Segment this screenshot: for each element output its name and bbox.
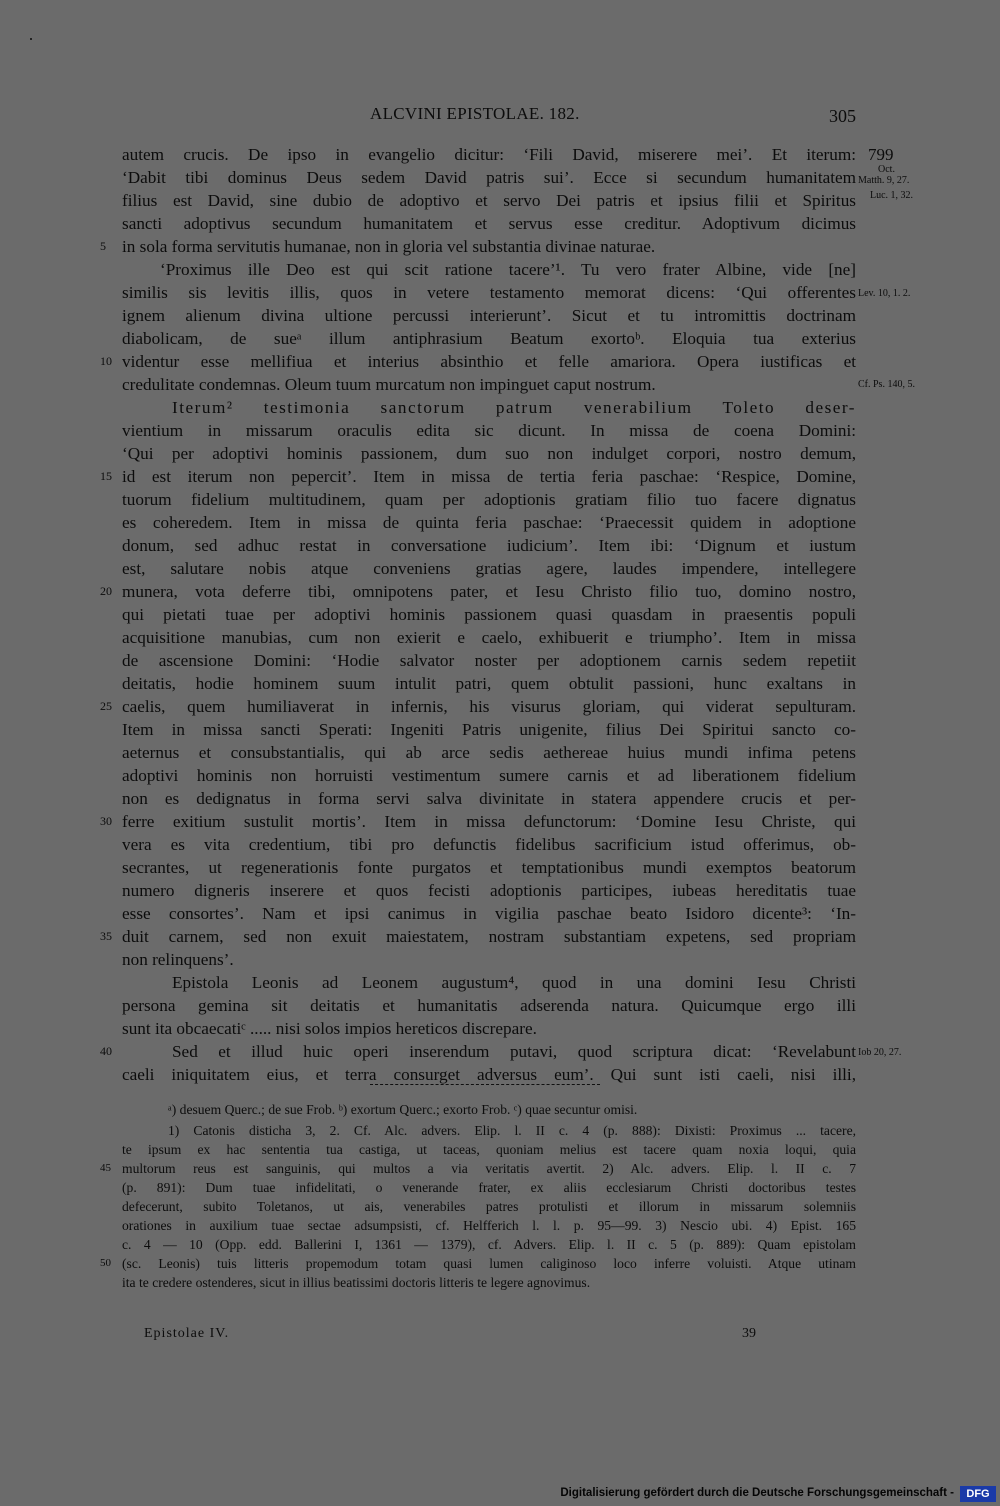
line-number: 35 bbox=[100, 929, 112, 943]
text-line: similis sis levitis illis, quos in vetere testamento memorat dicens: ‘Qui offerentes bbox=[122, 283, 856, 302]
page-number: 305 bbox=[829, 106, 856, 126]
text-line: Sed et illud huic operi inserendum putavi, quod scriptura dicat: ‘Revelabunt bbox=[172, 1042, 856, 1061]
line-number: 5 bbox=[100, 239, 106, 253]
text-line: Iterum² testimonia sanctorum patrum venerabilium Toleto deser- bbox=[172, 398, 856, 417]
margin-ref: Luc. 1, 32. bbox=[870, 190, 914, 201]
text-line: qui pietati tuae per adoptivi hominis passionem quasi quasdam in praesentis populi bbox=[122, 605, 856, 624]
footnote-line: ᵃ) desuem Querc.; de sue Frob. ᵇ) exortum Querc.; exorto Frob. ᶜ) quae secuntur omisi. bbox=[168, 1102, 638, 1117]
line-number: 10 bbox=[100, 354, 112, 368]
margin-year: 799 bbox=[868, 145, 894, 164]
text-line: aeternus et consubstantialis, qui ab arce sedis aethereae huius mundi infima petens bbox=[122, 743, 856, 762]
margin-ref: Cf. Ps. 140, 5. bbox=[858, 379, 915, 390]
text-line: credulitate condemnas. Oleum tuum murcatum non impinguet caput nostrum. bbox=[122, 375, 656, 394]
text-line: deitatis, hodie hominem suum intulit patri, quem obtulit passioni, hunc exaltans in bbox=[122, 674, 856, 693]
line-number: 50 bbox=[100, 1257, 111, 1269]
line-number: 25 bbox=[100, 699, 112, 713]
scan-speck bbox=[30, 38, 32, 40]
text-line: non es dedignatus in forma servi salva divinitate in statera appendere crucis et per- bbox=[122, 789, 856, 808]
footnote-line: 1) Catonis disticha 3, 2. Cf. Alc. advers. Elip. l. II c. 4 (p. 888): Dixisti: Proximus ... tacere, bbox=[168, 1123, 856, 1138]
text-line: ‘Dabit tibi dominus Deus sedem David patris sui’. Ecce si secundum humanitatem bbox=[122, 168, 856, 187]
footnote-line: c. 4 — 10 (Opp. edd. Ballerini I, 1361 — 1379), cf. Advers. Elip. l. II c. 5 (p. 889): Quam epistolam bbox=[122, 1237, 856, 1252]
text-line: persona gemina sit deitatis et humanitatis adserenda natura. Quicumque ergo illi bbox=[122, 996, 856, 1015]
margin-ref: Lev. 10, 1. 2. bbox=[858, 288, 911, 299]
signature-row bbox=[122, 1326, 856, 1346]
margin-ref: Matth. 9, 27. bbox=[858, 175, 910, 186]
text-line: ‘Proximus ille Deo est qui scit ratione tacere’¹. Tu vero frater Albine, vide [ne] bbox=[160, 260, 856, 279]
text-line: est, salutare nobis atque conveniens gratias agere, laudes impendere, intellegere bbox=[122, 559, 856, 578]
footnote-line: (sc. Leonis) tuis litteris propemodum totam quasi lumen caliginoso loco inferre voluisti. Atque utinam bbox=[122, 1256, 856, 1271]
line-number: 30 bbox=[100, 814, 112, 828]
text-line: vientium in missarum oraculis edita sic dicunt. In missa de coena Domini: bbox=[122, 421, 856, 440]
footnote-line: defecerunt, subito Toletanos, ut ais, venerabiles patres protulisti et illorum in missarum solemniis bbox=[122, 1199, 856, 1214]
text-line: ignem alienum divina ultione percussi interierunt’. Sicut et tu intromittis doctrinam bbox=[122, 306, 856, 325]
line-number: 40 bbox=[100, 1044, 112, 1058]
signature-number: 39 bbox=[742, 1326, 756, 1341]
text-line: esse consortes’. Nam et ipsi canimus in vigilia paschae beato Isidoro dicente³: ‘In- bbox=[122, 904, 856, 923]
text-line: es coheredem. Item in missa de quinta feria paschae: ‘Praecessit quidem in adoptione bbox=[122, 513, 856, 532]
text-line: acquisitione manubias, cum non exierit e caelo, exhibuerit e triumpho’. Item in missa bbox=[122, 628, 856, 647]
page-header bbox=[122, 100, 856, 130]
footnote-line: te ipsum ex hac sententia tua castiga, ut taceas, quoniam melius est tacere quam noxia loqui, quia bbox=[122, 1142, 856, 1157]
text-line: non relinquens’. bbox=[122, 950, 234, 969]
margin-month: Oct. bbox=[878, 164, 895, 175]
text-line: diabolicam, de sueᵃ illum antiphrasium Beatum exortoᵇ. Eloquia tua exterius bbox=[122, 329, 856, 348]
text-line: ‘Qui per adoptivi hominis passionem, dum suo non indulget corpori, nostro demum, bbox=[122, 444, 856, 463]
text-line: numero digneris inserere et quos fecisti adoptionis participes, iubeas hereditatis tuae bbox=[122, 881, 856, 900]
text-line: vera es vita credentium, tibi pro defunctis fidelibus sacrificium istud offerimus, ob- bbox=[122, 835, 856, 854]
text-line: donum, sed adhuc restat in conversatione iudicium’. Item ibi: ‘Dignum et iustum bbox=[122, 536, 856, 555]
text-line: adoptivi hominis non horruisti vestimentum sumere carnis et ad liberationem fidelium bbox=[122, 766, 856, 785]
footnote-line: (p. 891): Dum tuae infidelitati, o venerande frater, ex aliis ecclesiarum Christi doctoribus testes bbox=[122, 1180, 856, 1195]
text-line: in sola forma servitutis humanae, non in gloria vel substantia divinae naturae. bbox=[122, 237, 656, 256]
text-line: secrantes, ut regenerationis fonte purgatos et temptationibus mundi exemptos beatorum bbox=[122, 858, 856, 877]
text-line: filius est David, sine dubio de adoptivo et servo Dei patris et ipsius filii et Spiritus bbox=[122, 191, 856, 210]
running-title: ALCVINI EPISTOLAE. 182. bbox=[370, 104, 580, 123]
text-line: sunt ita obcaecatiᶜ ..... nisi solos impios hereticos discrepare. bbox=[122, 1019, 537, 1038]
text-line: sancti adoptivus secundum humanitatem et servus esse creditur. Adoptivum dicimus bbox=[122, 214, 856, 233]
text-line: Epistola Leonis ad Leonem augustum⁴, quod in una domini Iesu Christi bbox=[172, 973, 856, 992]
line-number: 45 bbox=[100, 1162, 111, 1174]
text-line: ferre exitium sustulit mortis’. Item in missa defunctorum: ‘Domine Iesu Christe, qui bbox=[122, 812, 856, 831]
footnote-rule bbox=[370, 1084, 600, 1085]
text-line: Item in missa sancti Sperati: Ingeniti Patris unigenite, filius Dei Spiritui sancto co- bbox=[122, 720, 856, 739]
text-line: videntur esse mellifiua et interius absinthio et felle amariora. Opera iustificas et bbox=[122, 352, 856, 371]
footer-text: Digitalisierung gefördert durch die Deutsche Forschungsgemeinschaft - bbox=[560, 1487, 954, 1499]
text-line: tuorum fidelium multitudinem, quam per adoptionis gratiam filio tuo facere dignatus bbox=[122, 490, 856, 509]
digitization-footer bbox=[560, 1483, 1000, 1506]
footnote-line: ita te credere ostenderes, sicut in illius beatissimi doctoris litteris te legere agnovimus. bbox=[122, 1275, 591, 1290]
text-line: caeli iniquitatem eius, et terra consurget adversus eum’. Qui sunt isti caeli, nisi illi, bbox=[122, 1065, 856, 1084]
dfg-logo: DFG bbox=[960, 1486, 996, 1502]
text-line: de ascensione Domini: ‘Hodie salvator noster per adoptionem carnis sedem repetiit bbox=[122, 651, 856, 670]
footnote-line: multorum reus est sanguinis, qui multos a via veritatis avertit. 2) Alc. advers. Elip. l. II c. 7 bbox=[122, 1161, 856, 1176]
text-line: munera, vota deferre tibi, omnipotens pater, et Iesu Christo filio tuo, domino nostro, bbox=[122, 582, 856, 601]
text-line: caelis, quem humiliaverat in infernis, his visurus gloriam, qui viderat sepulturam. bbox=[122, 697, 856, 716]
text-line: duit carnem, sed non exuit maiestatem, nostram substantiam expetens, sed propriam bbox=[122, 927, 856, 946]
text-line: id est iterum non pepercit’. Item in missa de tertia feria paschae: ‘Respice, Domine, bbox=[122, 467, 856, 486]
line-number: 15 bbox=[100, 469, 112, 483]
line-number: 20 bbox=[100, 584, 112, 598]
footnote-line: orationes in auxilium tuae sectae adsumpsisti, cf. Helfferich l. l. p. 95—99. 3) Nescio ubi. 4) Epist. 165 bbox=[122, 1218, 856, 1233]
text-line: autem crucis. De ipso in evangelio dicitur: ‘Fili David, miserere mei’. Et iterum: bbox=[122, 145, 856, 164]
signature-volume: Epistolae IV. bbox=[144, 1326, 230, 1341]
margin-ref: Iob 20, 27. bbox=[858, 1047, 902, 1058]
